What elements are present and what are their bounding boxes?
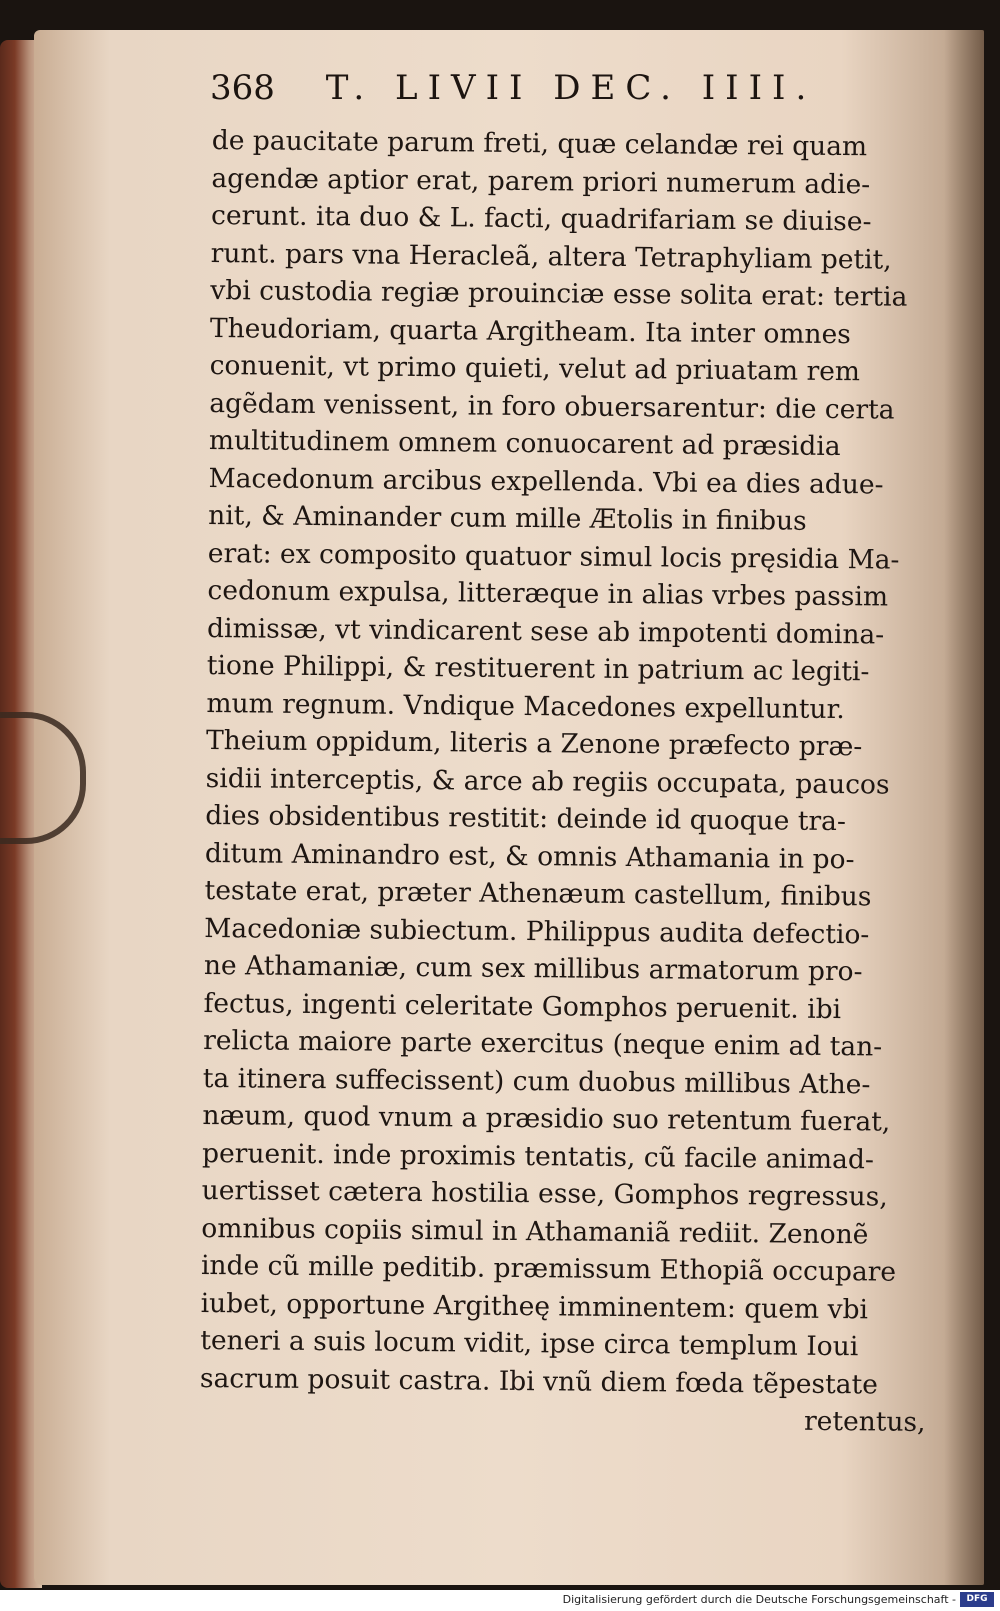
- text-line: agendæ aptior erat, parem priori numerum adie-: [211, 162, 871, 200]
- text-line: conuenit, vt primo quieti, velut ad priuatam rem: [209, 349, 861, 388]
- text-line: agẽdam venissent, in foro obuersarentur: die certa: [209, 387, 895, 426]
- text-line: teneri a suis locum vidit, ipse circa templum Ioui: [200, 1324, 859, 1363]
- text-line: cedonum expulsa, litteræque in alias vrbes passim: [207, 574, 889, 613]
- text-line: vbi custodia regiæ prouinciæ esse solita erat: tertia: [210, 274, 908, 313]
- text-line: dimissæ, vt vindicarent sese ab impotenti domina-: [206, 612, 885, 650]
- text-line: peruenit. inde proximis tentatis, cũ facile animad-: [201, 1137, 875, 1175]
- text-line: erat: ex composito quatuor simul locis pręsidia Ma-: [207, 537, 900, 576]
- text-line: retentus,: [803, 1405, 926, 1438]
- page-number: 368: [210, 68, 275, 108]
- text-line: iubet, opportune Argitheę imminentem: quem vbi: [200, 1287, 869, 1325]
- dfg-logo: DFG: [960, 1592, 994, 1607]
- running-title: T. LIVII DEC. IIII.: [325, 68, 817, 108]
- text-line: Theudoriam, quarta Argitheam. Ita inter omnes: [209, 312, 852, 350]
- text-line: omnibus copiis simul in Athamaniã rediit. Zenonẽ: [201, 1212, 869, 1250]
- text-line: næum, quod vnum a præsidio suo retentum fuerat,: [202, 1099, 891, 1138]
- text-line: de paucitate parum freti, quæ celandæ rei quam: [211, 124, 868, 163]
- spine-shadow: [944, 30, 984, 1585]
- text-line: fectus, ingenti celeritate Gomphos peruenit. ibi: [203, 987, 842, 1025]
- text-line: relicta maiore parte exercitus (neque enim ad tan-: [203, 1024, 883, 1063]
- text-line: sacrum posuit castra. Ibi vnũ diem fœda tẽpestate: [199, 1362, 879, 1400]
- text-line: Macedoniæ subiectum. Philippus audita defectio-: [204, 912, 870, 950]
- text-line: tione Philippi, & restituerent in patrium ac legiti-: [206, 649, 870, 688]
- text-line: Macedonum arcibus expellenda. Vbi ea dies adue-: [208, 462, 884, 500]
- text-line: runt. pars vna Heracleã, altera Tetraphyliam petit,: [210, 237, 892, 276]
- text-line: dies obsidentibus restitit: deinde id quoque tra-: [205, 799, 847, 838]
- text-line: testate erat, præter Athenæum castellum, finibus: [204, 874, 872, 913]
- text-line: ne Athamaniæ, cum sex millibus armatorum pro-: [203, 949, 863, 988]
- text-line: mum regnum. Vndique Macedones expelluntur.: [206, 687, 845, 725]
- text-line: inde cũ mille peditib. præmissum Ethopiã occupare: [200, 1249, 897, 1288]
- funding-credit: Digitalisierung gefördert durch die Deutsche Forschungsgemeinschaft -: [562, 1593, 956, 1606]
- text-line: ditum Aminandro est, & omnis Athamania in po-: [204, 837, 855, 875]
- text-line: multitudinem omnem conuocarent ad præsidia: [208, 424, 841, 463]
- text-line: Theium oppidum, literis a Zenone præfecto præ-: [205, 724, 863, 763]
- text-line: nit, & Aminander cum mille Ætolis in finibus: [208, 499, 807, 537]
- text-line: sidii interceptis, & arce ab regiis occupata, paucos: [205, 762, 890, 801]
- running-header: [210, 68, 830, 118]
- text-line: cerunt. ita duo & L. facti, quadrifariam se diuise-: [210, 199, 872, 238]
- text-line: uertisset cætera hostilia esse, Gomphos regressus,: [201, 1174, 888, 1213]
- digitization-footer: [0, 1590, 1000, 1611]
- latin-text-block: [199, 122, 942, 1441]
- text-line: ta itinera suffecissent) cum duobus millibus Athe-: [202, 1062, 871, 1100]
